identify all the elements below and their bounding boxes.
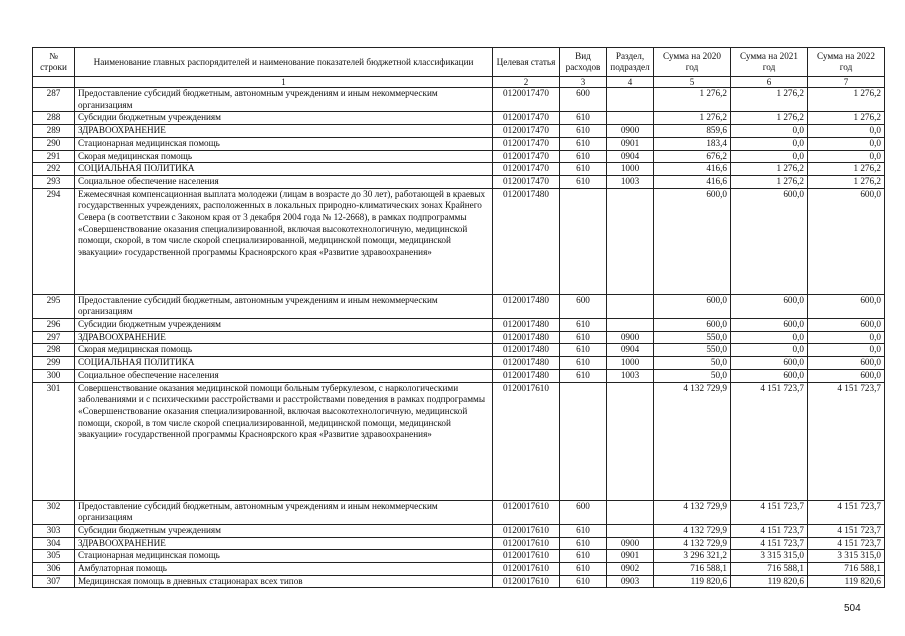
cell-row-number: 299: [33, 357, 75, 370]
cell-sum-2020: 416,6: [654, 163, 731, 176]
cell-sum-2022: 600,0: [808, 357, 885, 370]
cell-sum-2022: 600,0: [808, 294, 885, 318]
budget-table-sheet: [32, 47, 884, 588]
cell-sum-2020: 4 132 729,9: [654, 382, 731, 500]
cell-sum-2022: 600,0: [808, 369, 885, 382]
cell-sum-2021: 0,0: [731, 137, 808, 150]
cell-sum-2021: 4 151 723,7: [731, 500, 808, 524]
cell-row-number: 289: [33, 125, 75, 138]
cell-expense-type: 610: [560, 125, 607, 138]
cell-sum-2022: 600,0: [808, 319, 885, 332]
cell-sum-2022: 1 276,2: [808, 163, 885, 176]
cell-target-article: 0120017610: [493, 550, 560, 563]
cell-name: Амбулаторная помощь: [75, 563, 493, 576]
cell-sum-2022: 3 315 315,0: [808, 550, 885, 563]
cell-row-number: 302: [33, 500, 75, 524]
cell-sum-2021: 1 276,2: [731, 163, 808, 176]
cell-sum-2021: 1 276,2: [731, 175, 808, 188]
cell-name: Предоставление субсидий бюджетным, автономным учреждениям и иным некоммерческим организациям: [75, 88, 493, 112]
header-expense-type: Вид расходов: [560, 48, 607, 77]
cell-sum-2022: 119 820,6: [808, 575, 885, 588]
cell-target-article: 0120017610: [493, 500, 560, 524]
cell-sum-2021: 600,0: [731, 319, 808, 332]
cell-target-article: 0120017480: [493, 369, 560, 382]
cell-expense-type: 600: [560, 88, 607, 112]
cell-target-article: 0120017470: [493, 88, 560, 112]
cell-row-number: 291: [33, 150, 75, 163]
cell-name: Скорая медицинская помощь: [75, 150, 493, 163]
cell-section: 0902: [607, 563, 654, 576]
cell-section: [607, 382, 654, 500]
cell-name: СОЦИАЛЬНАЯ ПОЛИТИКА: [75, 163, 493, 176]
cell-sum-2020: 600,0: [654, 319, 731, 332]
cell-sum-2021: 600,0: [731, 188, 808, 294]
header-sum-2022: Сумма на 2022 год: [808, 48, 885, 77]
cell-sum-2022: 0,0: [808, 125, 885, 138]
cell-name: Предоставление субсидий бюджетным, автономным учреждениям и иным некоммерческим организациям: [75, 500, 493, 524]
table-row: [33, 550, 885, 563]
cell-sum-2022: 1 276,2: [808, 175, 885, 188]
cell-target-article: 0120017470: [493, 163, 560, 176]
cell-section: 0904: [607, 344, 654, 357]
column-number: 3: [560, 77, 607, 88]
cell-sum-2021: 0,0: [731, 331, 808, 344]
cell-expense-type: 610: [560, 563, 607, 576]
cell-name: Субсидии бюджетным учреждениям: [75, 524, 493, 537]
table-row: [33, 319, 885, 332]
table-row: [33, 188, 885, 294]
cell-expense-type: 610: [560, 575, 607, 588]
cell-name: СОЦИАЛЬНАЯ ПОЛИТИКА: [75, 357, 493, 370]
cell-target-article: 0120017480: [493, 344, 560, 357]
table-row: [33, 331, 885, 344]
cell-sum-2021: 119 820,6: [731, 575, 808, 588]
cell-name: Стационарная медицинская помощь: [75, 137, 493, 150]
cell-name: Стационарная медицинская помощь: [75, 550, 493, 563]
cell-expense-type: 610: [560, 524, 607, 537]
table-row: [33, 563, 885, 576]
cell-sum-2020: 3 296 321,2: [654, 550, 731, 563]
cell-target-article: 0120017480: [493, 331, 560, 344]
table-row: [33, 537, 885, 550]
table-row: [33, 524, 885, 537]
cell-row-number: 303: [33, 524, 75, 537]
cell-sum-2022: 4 151 723,7: [808, 382, 885, 500]
cell-row-number: 307: [33, 575, 75, 588]
cell-row-number: 305: [33, 550, 75, 563]
cell-row-number: 295: [33, 294, 75, 318]
table-row: [33, 175, 885, 188]
cell-name: Ежемесячная компенсационная выплата молодежи (лицам в возрасте до 30 лет), работающей в краевых государственных учреждениях, расположенных в локальных природно-климатических зонах Крайнего Севера (в соответствии с Законом края от 3 декабря 2004 года № 12-2668), в рамках подпрограммы «Совершенствование оказания специализированной, включая высокотехнологичную, медицинской помощи, скорой, в том числе скорой специализированной, медицинской помощи, медицинской эвакуации» государственной программы Красноярского края «Развитие здравоохранения»: [75, 188, 493, 294]
header-section: Раздел, подраздел: [607, 48, 654, 77]
cell-section: 0900: [607, 331, 654, 344]
cell-target-article: 0120017470: [493, 125, 560, 138]
cell-sum-2022: 0,0: [808, 150, 885, 163]
column-number: [33, 77, 75, 88]
cell-sum-2021: 3 315 315,0: [731, 550, 808, 563]
cell-expense-type: [560, 188, 607, 294]
cell-expense-type: 610: [560, 550, 607, 563]
table-row: [33, 344, 885, 357]
cell-target-article: 0120017480: [493, 319, 560, 332]
cell-sum-2020: 4 132 729,9: [654, 537, 731, 550]
cell-sum-2021: 0,0: [731, 125, 808, 138]
column-number: 2: [493, 77, 560, 88]
cell-sum-2020: 600,0: [654, 188, 731, 294]
header-row: [33, 48, 885, 77]
cell-row-number: 306: [33, 563, 75, 576]
cell-expense-type: 600: [560, 500, 607, 524]
cell-row-number: 294: [33, 188, 75, 294]
cell-section: 1000: [607, 163, 654, 176]
cell-row-number: 290: [33, 137, 75, 150]
cell-sum-2021: 0,0: [731, 344, 808, 357]
table-row: [33, 369, 885, 382]
cell-name: Скорая медицинская помощь: [75, 344, 493, 357]
cell-sum-2020: 600,0: [654, 294, 731, 318]
cell-section: 0903: [607, 575, 654, 588]
cell-sum-2020: 183,4: [654, 137, 731, 150]
cell-name: ЗДРАВООХРАНЕНИЕ: [75, 125, 493, 138]
cell-name: Социальное обеспечение населения: [75, 175, 493, 188]
cell-expense-type: 610: [560, 331, 607, 344]
cell-target-article: 0120017470: [493, 150, 560, 163]
cell-expense-type: 610: [560, 112, 607, 125]
table-row: [33, 137, 885, 150]
cell-sum-2020: 859,6: [654, 125, 731, 138]
table-row: [33, 382, 885, 500]
cell-name: Субсидии бюджетным учреждениям: [75, 319, 493, 332]
cell-section: [607, 88, 654, 112]
cell-expense-type: 610: [560, 163, 607, 176]
cell-expense-type: [560, 382, 607, 500]
cell-expense-type: 610: [560, 369, 607, 382]
cell-target-article: 0120017610: [493, 382, 560, 500]
table-row: [33, 575, 885, 588]
table-row: [33, 500, 885, 524]
table-row: [33, 294, 885, 318]
cell-sum-2021: 1 276,2: [731, 88, 808, 112]
cell-target-article: 0120017610: [493, 563, 560, 576]
column-number-row: [33, 77, 885, 88]
page-number: 504: [844, 603, 861, 614]
cell-row-number: 287: [33, 88, 75, 112]
cell-section: [607, 524, 654, 537]
cell-name: Медицинская помощь в дневных стационарах всех типов: [75, 575, 493, 588]
cell-target-article: 0120017480: [493, 357, 560, 370]
cell-sum-2020: 50,0: [654, 369, 731, 382]
cell-section: 0901: [607, 137, 654, 150]
cell-target-article: 0120017470: [493, 112, 560, 125]
cell-row-number: 298: [33, 344, 75, 357]
cell-sum-2022: 0,0: [808, 137, 885, 150]
cell-sum-2020: 716 588,1: [654, 563, 731, 576]
table-row: [33, 112, 885, 125]
cell-name: ЗДРАВООХРАНЕНИЕ: [75, 331, 493, 344]
cell-sum-2020: 1 276,2: [654, 112, 731, 125]
cell-name: Совершенствование оказания медицинской помощи больным туберкулезом, с наркологическими заболеваниями и с психическими расстройствами и расстройствами поведения в рамках подпрограммы «Совершенствование оказания специализированной, включая высокотехнологичную, медицинской помощи, скорой, в том числе скорой специализированной, медицинской помощи, медицинской эвакуации» государственной программы Красноярского края «Развитие здравоохранения»: [75, 382, 493, 500]
cell-name: Субсидии бюджетным учреждениям: [75, 112, 493, 125]
column-number: 4: [607, 77, 654, 88]
cell-expense-type: 600: [560, 294, 607, 318]
cell-target-article: 0120017470: [493, 175, 560, 188]
header-row-number: № строки: [33, 48, 75, 77]
column-number: 7: [808, 77, 885, 88]
cell-section: 0904: [607, 150, 654, 163]
cell-sum-2022: 4 151 723,7: [808, 537, 885, 550]
column-number: 5: [654, 77, 731, 88]
cell-row-number: 297: [33, 331, 75, 344]
cell-sum-2021: 716 588,1: [731, 563, 808, 576]
cell-row-number: 292: [33, 163, 75, 176]
cell-section: 0900: [607, 537, 654, 550]
cell-sum-2021: 4 151 723,7: [731, 537, 808, 550]
cell-row-number: 301: [33, 382, 75, 500]
budget-table: [32, 47, 885, 588]
cell-sum-2020: 50,0: [654, 357, 731, 370]
cell-expense-type: 610: [560, 137, 607, 150]
cell-row-number: 300: [33, 369, 75, 382]
cell-name: Предоставление субсидий бюджетным, автономным учреждениям и иным некоммерческим организациям: [75, 294, 493, 318]
cell-sum-2021: 1 276,2: [731, 112, 808, 125]
cell-sum-2021: 600,0: [731, 294, 808, 318]
cell-sum-2021: 4 151 723,7: [731, 524, 808, 537]
cell-section: [607, 500, 654, 524]
cell-section: [607, 294, 654, 318]
cell-sum-2022: 600,0: [808, 188, 885, 294]
cell-sum-2020: 676,2: [654, 150, 731, 163]
cell-sum-2020: 416,6: [654, 175, 731, 188]
cell-row-number: 296: [33, 319, 75, 332]
table-row: [33, 163, 885, 176]
header-sum-2020: Сумма на 2020 год: [654, 48, 731, 77]
cell-expense-type: 610: [560, 344, 607, 357]
header-sum-2021: Сумма на 2021 год: [731, 48, 808, 77]
cell-sum-2022: 4 151 723,7: [808, 524, 885, 537]
cell-name: ЗДРАВООХРАНЕНИЕ: [75, 537, 493, 550]
cell-target-article: 0120017610: [493, 524, 560, 537]
cell-sum-2022: 1 276,2: [808, 88, 885, 112]
cell-expense-type: 610: [560, 175, 607, 188]
cell-row-number: 293: [33, 175, 75, 188]
table-row: [33, 357, 885, 370]
cell-sum-2022: 1 276,2: [808, 112, 885, 125]
cell-sum-2021: 600,0: [731, 357, 808, 370]
cell-expense-type: 610: [560, 357, 607, 370]
table-row: [33, 88, 885, 112]
cell-sum-2021: 4 151 723,7: [731, 382, 808, 500]
cell-expense-type: 610: [560, 150, 607, 163]
header-target-article: Целевая статья: [493, 48, 560, 77]
cell-sum-2022: 716 588,1: [808, 563, 885, 576]
cell-sum-2020: 4 132 729,9: [654, 500, 731, 524]
cell-sum-2020: 119 820,6: [654, 575, 731, 588]
column-number: 6: [731, 77, 808, 88]
cell-sum-2022: 0,0: [808, 331, 885, 344]
cell-target-article: 0120017610: [493, 575, 560, 588]
header-name: Наименование главных распорядителей и наименование показателей бюджетной классификации: [75, 48, 493, 77]
cell-target-article: 0120017470: [493, 137, 560, 150]
table-body: [33, 88, 885, 588]
table-row: [33, 150, 885, 163]
cell-section: 1000: [607, 357, 654, 370]
cell-sum-2021: 0,0: [731, 150, 808, 163]
cell-row-number: 288: [33, 112, 75, 125]
table-row: [33, 125, 885, 138]
cell-sum-2020: 4 132 729,9: [654, 524, 731, 537]
cell-sum-2022: 4 151 723,7: [808, 500, 885, 524]
cell-target-article: 0120017610: [493, 537, 560, 550]
cell-expense-type: 610: [560, 537, 607, 550]
cell-section: [607, 112, 654, 125]
cell-section: 1003: [607, 369, 654, 382]
cell-section: [607, 188, 654, 294]
cell-section: 0900: [607, 125, 654, 138]
cell-sum-2020: 550,0: [654, 344, 731, 357]
cell-sum-2020: 550,0: [654, 331, 731, 344]
cell-sum-2022: 0,0: [808, 344, 885, 357]
cell-section: 0901: [607, 550, 654, 563]
cell-section: 1003: [607, 175, 654, 188]
cell-sum-2021: 600,0: [731, 369, 808, 382]
cell-target-article: 0120017480: [493, 188, 560, 294]
cell-expense-type: 610: [560, 319, 607, 332]
cell-row-number: 304: [33, 537, 75, 550]
cell-section: [607, 319, 654, 332]
column-number: 1: [75, 77, 493, 88]
cell-target-article: 0120017480: [493, 294, 560, 318]
cell-sum-2020: 1 276,2: [654, 88, 731, 112]
cell-name: Социальное обеспечение населения: [75, 369, 493, 382]
